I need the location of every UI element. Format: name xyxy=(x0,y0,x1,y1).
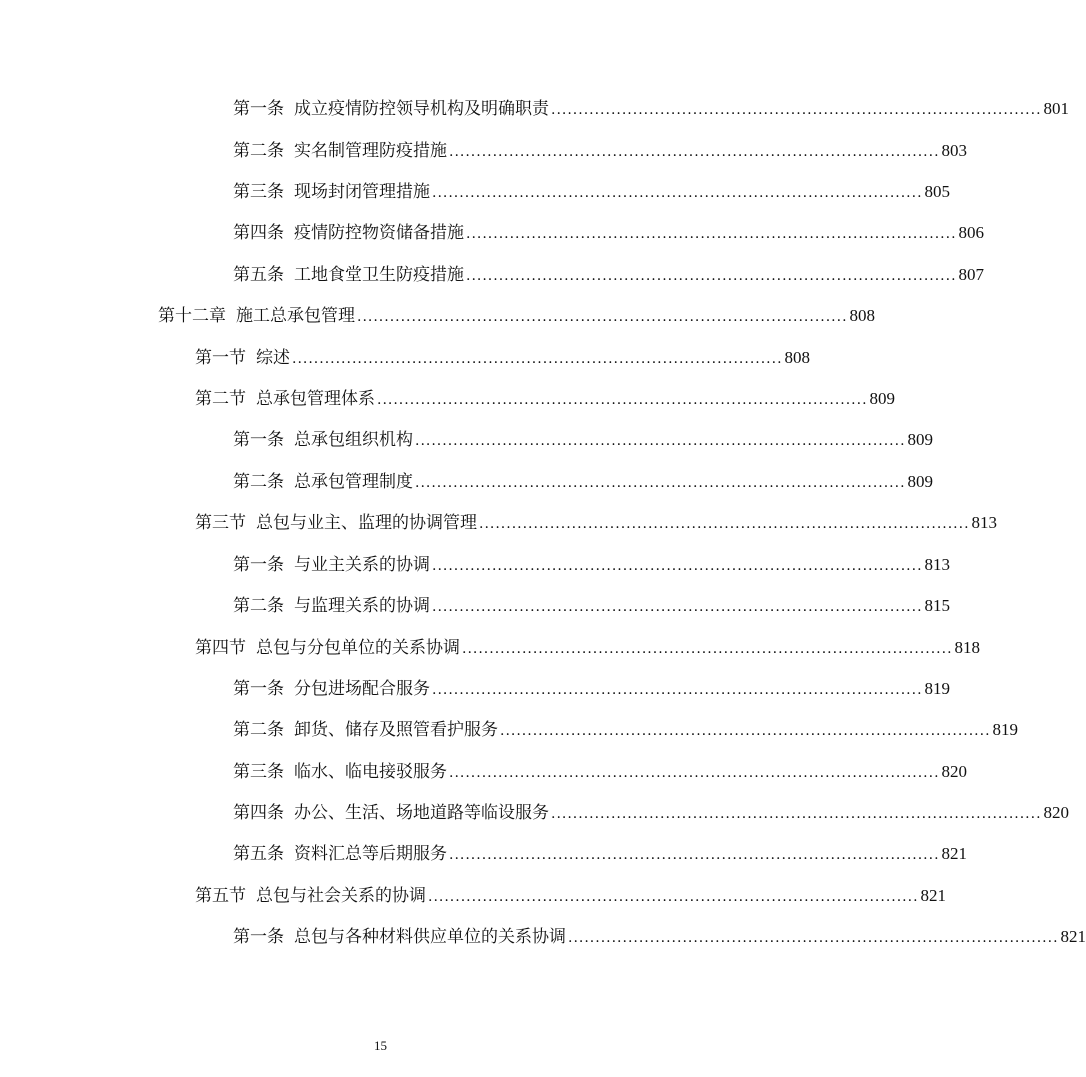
dot-leader: .......................................................................................... xyxy=(428,889,919,905)
toc-entry[interactable] xyxy=(195,884,947,908)
toc-entry-page: 809 xyxy=(907,430,934,449)
toc-entry-page: 805 xyxy=(924,182,951,201)
toc-entry[interactable] xyxy=(195,636,981,660)
toc-entry-title: 分包进场配合服务 xyxy=(294,679,430,699)
dot-leader: .......................................................................................... xyxy=(432,185,923,201)
toc-entry-title: 总包与社会关系的协调 xyxy=(256,886,426,906)
toc-entry-number: 第二条 xyxy=(233,596,284,616)
dot-leader: .......................................................................................... xyxy=(568,930,1059,946)
toc-entry-number: 第二节 xyxy=(195,389,246,409)
dot-leader: .......................................................................................... xyxy=(462,641,953,657)
toc-entry-page: 820 xyxy=(1043,803,1070,822)
toc-entry-number: 第二条 xyxy=(233,720,284,740)
toc-entry-number: 第一条 xyxy=(233,555,284,575)
toc-entry-title: 疫情防控物资储备措施 xyxy=(294,223,464,243)
toc-entry[interactable] xyxy=(195,387,896,411)
toc-entry-title: 总包与业主、监理的协调管理 xyxy=(256,513,477,533)
toc-entry-number: 第四节 xyxy=(195,638,246,658)
toc-entry-number: 第三条 xyxy=(233,762,284,782)
toc-entry-number: 第一条 xyxy=(233,679,284,699)
toc-entry-page: 808 xyxy=(849,306,876,325)
toc-entry-page: 806 xyxy=(958,223,985,242)
dot-leader: .......................................................................................... xyxy=(357,309,848,325)
toc-entry-page: 819 xyxy=(992,720,1019,739)
dot-leader: .......................................................................................... xyxy=(292,351,783,367)
toc-entry-number: 第二条 xyxy=(233,472,284,492)
dot-leader: .......................................................................................... xyxy=(415,475,906,491)
toc-entry-page: 821 xyxy=(941,844,968,863)
toc-entry[interactable] xyxy=(233,470,934,494)
toc-entry-page: 818 xyxy=(954,638,981,657)
toc-entry-title: 综述 xyxy=(256,348,290,368)
toc-entry-title: 总承包管理体系 xyxy=(256,389,375,409)
toc-entry-page: 815 xyxy=(924,596,951,615)
toc-entry-number: 第四条 xyxy=(233,803,284,823)
dot-leader: .......................................................................................... xyxy=(415,433,906,449)
toc-entry[interactable] xyxy=(233,97,1070,121)
toc-entry-title: 工地食堂卫生防疫措施 xyxy=(294,265,464,285)
toc-entry-number: 第五条 xyxy=(233,844,284,864)
toc-entry-page: 821 xyxy=(1060,927,1086,946)
dot-leader: .......................................................................................... xyxy=(432,558,923,574)
toc-entry-page: 807 xyxy=(958,265,985,284)
toc-entry-title: 资料汇总等后期服务 xyxy=(294,844,447,864)
toc-entry[interactable] xyxy=(233,221,985,245)
toc-entry-number: 第三条 xyxy=(233,182,284,202)
toc-entry-page: 819 xyxy=(924,679,951,698)
toc-entry[interactable] xyxy=(233,553,951,577)
dot-leader: .......................................................................................... xyxy=(432,682,923,698)
toc-entry-number: 第三节 xyxy=(195,513,246,533)
dot-leader: .......................................................................................... xyxy=(551,102,1042,118)
dot-leader: .......................................................................................... xyxy=(479,516,970,532)
toc-entry-page: 803 xyxy=(941,141,968,160)
toc-entry-page: 813 xyxy=(924,555,951,574)
toc-entry[interactable] xyxy=(233,677,951,701)
toc-entry-page: 820 xyxy=(941,762,968,781)
toc-entry[interactable] xyxy=(233,801,1070,825)
toc-entry-title: 总包与各种材料供应单位的关系协调 xyxy=(294,927,566,947)
toc-entry[interactable] xyxy=(158,304,876,328)
toc-entry[interactable] xyxy=(195,346,811,370)
toc-entry-title: 与业主关系的协调 xyxy=(294,555,430,575)
dot-leader: .......................................................................................... xyxy=(432,599,923,615)
toc-entry[interactable] xyxy=(233,718,1019,742)
toc-entry-number: 第二条 xyxy=(233,141,284,161)
toc-entry-title: 与监理关系的协调 xyxy=(294,596,430,616)
dot-leader: .......................................................................................... xyxy=(377,392,868,408)
toc-entry-page: 801 xyxy=(1043,99,1070,118)
dot-leader: .......................................................................................... xyxy=(466,268,957,284)
toc-entry-number: 第五节 xyxy=(195,886,246,906)
toc-entry-title: 施工总承包管理 xyxy=(236,306,355,326)
toc-entry-number: 第十二章 xyxy=(158,306,226,326)
toc-entry-page: 813 xyxy=(971,513,998,532)
toc-entry-number: 第一条 xyxy=(233,430,284,450)
toc-entry-title: 成立疫情防控领导机构及明确职责 xyxy=(294,99,549,119)
toc-entry-title: 现场封闭管理措施 xyxy=(294,182,430,202)
toc-entry[interactable] xyxy=(233,139,968,163)
page-number: 15 xyxy=(374,1038,387,1053)
toc-entry-title: 总包与分包单位的关系协调 xyxy=(256,638,460,658)
toc-entry-page: 809 xyxy=(907,472,934,491)
toc-entry[interactable] xyxy=(233,925,1086,949)
toc-entry-title: 临水、临电接驳服务 xyxy=(294,762,447,782)
toc-entry-page: 809 xyxy=(869,389,896,408)
toc-entry[interactable] xyxy=(233,594,951,618)
toc-entry-title: 总承包组织机构 xyxy=(294,430,413,450)
toc-entry-title: 总承包管理制度 xyxy=(294,472,413,492)
toc-entry-number: 第五条 xyxy=(233,265,284,285)
toc-entry[interactable] xyxy=(195,511,998,535)
toc-entry[interactable] xyxy=(233,428,934,452)
dot-leader: .......................................................................................... xyxy=(449,765,940,781)
toc-entry-title: 卸货、储存及照管看护服务 xyxy=(294,720,498,740)
dot-leader: .......................................................................................... xyxy=(500,723,991,739)
toc-entry-title: 实名制管理防疫措施 xyxy=(294,141,447,161)
dot-leader: .......................................................................................... xyxy=(551,806,1042,822)
dot-leader: .......................................................................................... xyxy=(449,144,940,160)
toc-entry[interactable] xyxy=(233,180,951,204)
toc-entry[interactable] xyxy=(233,760,968,784)
toc-entry-number: 第一条 xyxy=(233,927,284,947)
toc-entry[interactable] xyxy=(233,842,968,866)
toc-entry-title: 办公、生活、场地道路等临设服务 xyxy=(294,803,549,823)
toc-entry[interactable] xyxy=(233,263,985,287)
toc-entry-page: 808 xyxy=(784,348,811,367)
dot-leader: .......................................................................................... xyxy=(466,226,957,242)
toc-entry-page: 821 xyxy=(920,886,947,905)
toc-entry-number: 第四条 xyxy=(233,223,284,243)
toc-entry-number: 第一条 xyxy=(233,99,284,119)
dot-leader: .......................................................................................... xyxy=(449,847,940,863)
toc-entry-number: 第一节 xyxy=(195,348,246,368)
